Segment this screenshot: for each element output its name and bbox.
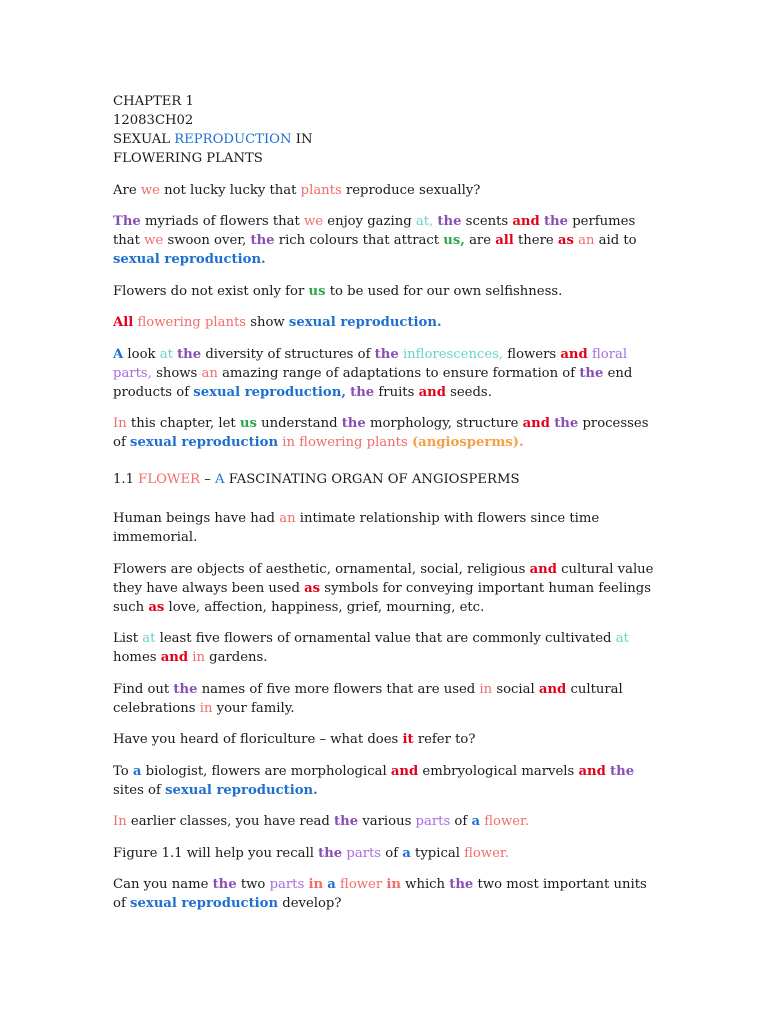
highlighted-word: and	[560, 346, 588, 362]
highlighted-word: the	[173, 681, 198, 697]
highlighted-word: at	[142, 631, 156, 646]
text-run: fruits	[374, 384, 419, 400]
highlighted-word: the	[554, 416, 579, 431]
intro-section	[113, 181, 658, 453]
chapter-header	[113, 92, 658, 168]
paragraph	[113, 680, 658, 718]
highlighted-word: sexual reproduction.	[165, 782, 318, 798]
text-run: not lucky lucky that	[159, 182, 301, 198]
highlighted-word: the	[350, 384, 375, 400]
highlighted-word: the	[543, 214, 569, 229]
highlighted-word: In	[113, 416, 127, 431]
paragraph	[113, 345, 658, 402]
highlighted-word: sexual reproduction	[130, 435, 279, 450]
section-heading	[113, 470, 658, 489]
paragraph	[113, 313, 658, 332]
text-run: show	[246, 315, 289, 330]
text-run: seeds.	[445, 384, 492, 400]
text-run: develop?	[278, 896, 342, 911]
text-run: scents	[461, 214, 513, 229]
chapter-code: 12083CH02	[113, 113, 194, 128]
highlighted-word: and	[512, 214, 540, 229]
paragraph	[113, 181, 658, 200]
text-run: rich colours that attract	[274, 233, 444, 248]
text-run: Human beings have had	[113, 511, 280, 526]
text-run: List	[113, 631, 143, 646]
text-run: morphology, structure	[365, 416, 523, 431]
highlighted-word: as	[557, 233, 574, 248]
highlighted-word: the	[610, 763, 635, 779]
text-run: diversity of structures of	[201, 346, 375, 362]
highlighted-word: and	[390, 763, 419, 779]
highlighted-word: All	[113, 315, 134, 330]
text-run: are	[464, 233, 496, 248]
highlighted-word: in	[308, 877, 324, 892]
chapter-title-line-2: FLOWERING PLANTS	[113, 151, 263, 166]
highlighted-word: a	[402, 845, 411, 861]
highlighted-word: the	[177, 346, 202, 362]
highlighted-word: us	[239, 416, 257, 431]
text-run: Find out	[113, 681, 174, 697]
highlighted-word: in	[386, 877, 401, 892]
highlighted-word: at,	[415, 214, 434, 229]
highlighted-word: the	[334, 814, 359, 829]
highlighted-word: as	[148, 599, 165, 615]
text-run: FASCINATING ORGAN OF ANGIOSPERMS	[224, 472, 520, 487]
text-run: SEXUAL	[113, 132, 175, 147]
text-run: to be used for our own selfishness.	[325, 283, 563, 299]
text-run: cultural celebrations	[113, 681, 623, 716]
highlighted-word: us	[308, 283, 326, 299]
highlighted-word: a	[471, 814, 480, 829]
paragraph	[113, 762, 658, 800]
highlighted-word: an	[279, 511, 296, 526]
section-body	[113, 509, 658, 913]
text-run: homes	[113, 650, 161, 665]
highlighted-word: we	[140, 182, 160, 198]
highlighted-word: we	[144, 233, 164, 248]
document-page	[113, 92, 658, 926]
highlighted-word: and	[418, 384, 446, 400]
highlighted-word: FLOWER	[138, 472, 201, 487]
highlighted-word: and	[160, 650, 189, 665]
text-run: Figure 1.1 will help you recall	[113, 845, 319, 861]
text-run: aid to	[594, 233, 637, 248]
highlighted-word: we	[303, 214, 324, 229]
paragraph	[113, 509, 658, 547]
highlighted-word: inflorescences,	[402, 346, 504, 362]
highlighted-word: sexual reproduction,	[193, 384, 346, 400]
highlighted-word: a	[132, 763, 142, 779]
highlighted-word: in flowering plants	[282, 435, 408, 450]
highlighted-word: the	[449, 877, 474, 892]
text-run: this chapter, let	[126, 416, 240, 431]
text-run: biologist, flowers are morphological	[141, 763, 391, 779]
highlighted-word: the	[437, 214, 462, 229]
highlighted-word: in	[199, 700, 213, 716]
text-run: amazing range of adaptations to ensure formation of	[217, 365, 580, 381]
highlighted-word: as	[304, 580, 321, 596]
text-run: Flowers do not exist only for	[113, 283, 309, 299]
text-run: understand	[256, 416, 342, 431]
text-run: reproduce sexually?	[341, 182, 481, 198]
text-run: refer to?	[413, 732, 476, 747]
highlighted-word: all	[495, 233, 514, 248]
text-run: swoon over,	[163, 233, 251, 248]
highlighted-word: the	[341, 416, 366, 431]
text-run: of	[381, 845, 403, 861]
text-run: –	[200, 472, 215, 487]
highlighted-word: flower.	[464, 845, 509, 861]
highlighted-word: parts	[415, 814, 451, 829]
highlighted-word: and	[529, 561, 557, 577]
highlighted-word: plants	[300, 182, 342, 198]
text-run: Can you name	[113, 877, 213, 892]
text-run: myriads of flowers that	[140, 214, 304, 229]
highlighted-word: the	[579, 365, 604, 381]
highlighted-word: us,	[443, 233, 465, 248]
highlighted-word: REPRODUCTION	[174, 132, 292, 147]
highlighted-word: in	[479, 681, 493, 697]
highlighted-word: flowering plants	[137, 315, 247, 330]
text-run: gardens.	[204, 650, 268, 665]
highlighted-word: In	[113, 814, 127, 829]
highlighted-word: an	[578, 233, 595, 248]
text-run: embryological marvels	[418, 763, 579, 779]
text-run: 1.1	[113, 472, 139, 487]
text-run: names of five more flowers that are used	[197, 681, 480, 697]
text-run: your family.	[212, 700, 295, 716]
highlighted-word: and	[578, 763, 606, 779]
text-run: processes of	[113, 416, 649, 450]
text-run: end products of	[113, 365, 633, 400]
paragraph	[113, 844, 658, 863]
text-run: flowers	[503, 346, 561, 362]
highlighted-word: and	[522, 416, 550, 431]
highlighted-word: the	[250, 233, 275, 248]
highlighted-word: floral parts,	[113, 346, 628, 381]
text-run: two	[236, 877, 270, 892]
text-run: which	[400, 877, 450, 892]
highlighted-word: it	[402, 732, 414, 747]
highlighted-word: The	[113, 214, 141, 229]
highlighted-word: (angiosperms).	[411, 435, 524, 450]
text-run: look	[123, 346, 160, 362]
highlighted-word: in	[192, 650, 205, 665]
text-run: earlier classes, you have read	[126, 814, 335, 829]
text-run: Flowers are objects of aesthetic, ornamental, social, religious	[113, 561, 530, 577]
text-run: shows	[151, 365, 202, 381]
text-run: social	[492, 681, 539, 697]
highlighted-word: A	[215, 472, 225, 487]
paragraph	[113, 875, 658, 913]
highlighted-word: a	[327, 877, 336, 892]
text-run: various	[358, 814, 416, 829]
text-run: intimate relationship with flowers since time immemorial.	[113, 511, 600, 545]
highlighted-word: at	[159, 346, 173, 362]
paragraph	[113, 730, 658, 749]
text-run: IN	[291, 132, 313, 147]
text-run: sites of	[113, 782, 166, 798]
paragraph	[113, 282, 658, 301]
text-run: Are	[113, 182, 141, 198]
highlighted-word: an	[201, 365, 218, 381]
highlighted-word: at	[615, 631, 629, 646]
paragraph	[113, 414, 658, 452]
highlighted-word: parts	[269, 877, 305, 892]
text-run: To	[113, 763, 133, 779]
text-run: of	[450, 814, 472, 829]
chapter-title-line-1	[113, 130, 658, 149]
paragraph	[113, 560, 658, 617]
highlighted-word: the	[374, 346, 399, 362]
text-run: two most important units of	[113, 877, 647, 911]
highlighted-word: sexual reproduction.	[288, 315, 442, 330]
text-run: perfumes that	[113, 214, 636, 248]
highlighted-word: flower.	[484, 814, 530, 829]
text-run: typical	[410, 845, 465, 861]
chapter-number: CHAPTER 1	[113, 94, 194, 109]
highlighted-word: sexual reproduction.	[113, 252, 266, 267]
text-run: least five flowers of ornamental value that are commonly cultivated	[155, 631, 616, 646]
highlighted-word: A	[113, 346, 124, 362]
highlighted-word: sexual reproduction	[130, 896, 279, 911]
paragraph	[113, 812, 658, 831]
paragraph	[113, 629, 658, 667]
paragraph	[113, 212, 658, 269]
highlighted-word: parts	[346, 845, 382, 861]
text-run: love, affection, happiness, grief, mourning, etc.	[164, 599, 485, 615]
highlighted-word: the	[318, 845, 343, 861]
text-run: symbols for conveying important human feelings such	[113, 580, 651, 615]
text-run: Have you heard of floriculture – what does	[113, 732, 403, 747]
text-run: cultural value they have always been used	[113, 561, 654, 596]
highlighted-word: the	[212, 877, 237, 892]
text-run: there	[513, 233, 558, 248]
text-run: enjoy gazing	[323, 214, 416, 229]
highlighted-word: and	[538, 681, 567, 697]
highlighted-word: flower	[340, 877, 383, 892]
